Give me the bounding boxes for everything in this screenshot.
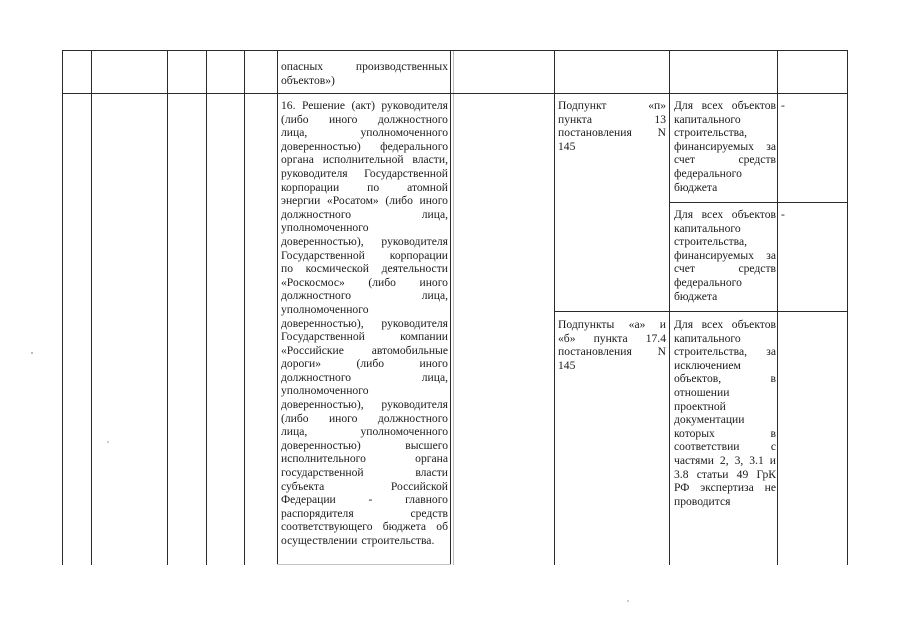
table-bottom-faint [277,564,451,565]
text-line [281,289,448,303]
word: 2, [719,453,729,467]
word: соответствующего [281,520,373,534]
word: счет [674,153,695,167]
text-line [281,507,448,521]
text-line [674,345,776,359]
table-column-divider [167,50,168,565]
word: за [766,345,776,359]
word: бюджета [382,520,427,534]
word: счет [674,262,695,276]
word: и [659,318,666,331]
word: доверенностью), [281,398,364,412]
word: 3.8 [674,467,689,481]
text-line [281,262,448,276]
text-line [674,495,776,509]
text-line [558,345,666,359]
word: 17.4 [645,331,666,345]
word: (акт) [351,99,375,112]
text-line [281,520,448,534]
text-line [674,235,776,249]
text-line [674,126,776,140]
word: всех [701,99,724,112]
word: строительства, [674,345,748,359]
text-line [281,140,448,154]
word: опасных [281,60,324,73]
word: «Роскосмос» [281,275,345,289]
last-column-value-2: - [781,208,785,221]
word: - [368,493,373,507]
word: по [367,180,380,194]
word: бюджета [674,180,718,194]
word: «б» [558,331,576,345]
top-row-document-cell [281,60,448,87]
text-line [674,222,776,236]
word: власти [415,466,448,480]
row-divider-scope [669,202,848,203]
word: средств [738,153,776,167]
text-line [281,439,448,453]
word: строительства. [361,534,435,547]
word: доверенностью) [281,438,361,452]
text-line [674,249,776,263]
text-line [281,534,448,548]
word: «а» [628,318,646,331]
text-line [674,99,776,113]
text-line [281,235,448,249]
word: РФ [674,481,690,495]
word: уполномоченного [360,126,448,140]
word: лица, [421,207,448,221]
text-line [674,113,776,127]
text-line [281,74,448,88]
word: должностного [281,370,352,384]
scope-cell-2 [674,208,776,303]
table-border-top [62,50,848,51]
word: корпорации [389,248,448,262]
text-line [281,126,448,140]
table-column-divider [450,50,451,565]
scan-speck [627,600,629,602]
text-line [674,359,776,373]
text-line [674,153,776,167]
table-column-divider [206,50,207,565]
text-line [281,317,448,331]
text-line [674,140,776,154]
text-line [674,413,776,427]
word: должностного [377,411,448,425]
text-line [558,359,666,373]
word: доверенностью), [281,316,364,330]
table-column-divider [669,50,670,565]
word: «п» [648,99,666,112]
word: Для [674,318,694,331]
text-line [281,113,448,127]
word: государственной [281,466,364,480]
word: «Росатом» [326,194,379,208]
table-column-divider [554,50,555,565]
text-line [558,332,666,346]
word: должностного [281,289,352,303]
word: объектов, [674,372,722,386]
word: за [766,248,776,262]
word: (либо [281,411,309,425]
text-line [674,276,776,290]
document-name-cell [281,99,448,548]
word: капитального [674,112,741,126]
text-line [281,181,448,195]
table-column-divider-faint [453,50,454,565]
row-divider-basis [554,311,848,312]
word: лица, [281,425,308,439]
word: высшего [405,438,448,452]
word: руководителя [381,99,448,112]
word: Государственной [281,248,365,262]
word: лица, [421,370,448,384]
text-line [674,290,776,304]
word: руководителя [281,166,348,180]
word: иного [419,357,448,371]
word: Государственной [281,330,365,344]
word: соответствии [674,440,740,454]
word: Для [674,99,694,112]
text-line [674,440,776,454]
word: автомобильные [371,343,448,357]
word: исполнительной [322,153,404,167]
text-line [674,454,776,468]
word: корпорации [281,180,340,194]
word: Для [674,208,694,221]
text-line [281,344,448,358]
word: должностного [281,207,352,221]
text-line [281,493,448,507]
word: 13 [654,112,666,126]
word: Подпункт [558,99,607,112]
text-line [281,303,448,317]
word: постановления [558,126,632,140]
word: Федерации [281,493,336,507]
word: об [436,520,448,534]
text-line [674,318,776,332]
legal-basis-cell-1 [558,99,666,153]
word: Государственной [364,166,448,180]
text-line [558,318,666,332]
word: производственных [355,60,448,73]
text-line [281,60,448,74]
word: объектов [731,99,776,112]
text-line [674,262,776,276]
word: пункта [558,112,593,126]
word: средств [410,506,448,520]
word: бюджета [674,289,718,303]
word: (либо [356,357,385,371]
word: капитального [674,331,741,345]
word: финансируемых [674,248,754,262]
word: компании [400,330,448,344]
word: статьи [696,467,729,481]
word: по [281,262,294,276]
word: документации [674,413,745,427]
word: (либо [368,275,396,289]
word: космической [305,262,369,276]
text-line [674,332,776,346]
text-line [281,398,448,412]
word: федерального [674,275,742,289]
scan-speck [107,441,109,443]
word: исключением [674,358,741,372]
word: с [770,440,776,454]
text-line [281,425,448,439]
text-line [281,384,448,398]
word: 3.1 [749,453,764,467]
word: исполнительного [281,452,366,466]
legal-basis-cell-2 [558,318,666,372]
word: финансируемых [674,139,754,153]
text-line [674,386,776,400]
word: уполномоченного [281,384,369,398]
word: за [766,139,776,153]
word: руководителя [381,316,448,330]
word: органа [415,452,448,466]
text-line [281,480,448,494]
word: главного [405,493,448,507]
row-divider [62,93,848,94]
text-line [674,372,776,386]
word: 145 [558,139,576,153]
word: проектной [674,399,726,413]
text-line [558,113,666,127]
text-line [558,99,666,113]
text-line [281,276,448,290]
text-line [281,221,448,235]
word: уполномоченного [360,425,448,439]
word: федерального [674,166,742,180]
word: уполномоченного [281,302,369,316]
word: частями [674,453,714,467]
word: доверенностью), [281,234,364,248]
table-column-divider [244,50,245,565]
word: постановления [558,345,632,359]
text-line [674,167,776,181]
word: строительства, [674,126,748,140]
table-border-right [847,50,848,565]
word: федерального [380,139,448,153]
word: Российской [390,479,448,493]
word: пункта [593,331,628,345]
word: в [770,426,776,440]
text-line [281,167,448,181]
text-line [281,357,448,371]
table-column-divider [91,50,92,565]
word: Подпункты [558,318,615,331]
word: деятельности [381,262,448,276]
word: всех [701,318,724,331]
scan-speck [31,352,33,354]
text-line [674,468,776,482]
text-line [281,194,448,208]
table-column-divider [777,50,778,565]
word: власти, [412,153,448,167]
word: уполномоченного [281,221,369,235]
word: «Российские [281,343,344,357]
text-line [674,481,776,495]
word: отношении [674,385,730,399]
word: N [657,345,666,359]
word: всех [701,208,724,221]
text-line [281,452,448,466]
scope-cell-1 [674,99,776,194]
word: N [657,126,666,140]
word: руководителя [381,234,448,248]
word: (либо [385,194,413,208]
word: осуществлении [281,534,358,547]
word: объектов») [281,73,335,87]
text-line [281,466,448,480]
word: не [764,481,776,495]
word: атомной [407,180,448,194]
word: в [770,372,776,386]
text-line [281,153,448,167]
word: 16. [281,99,296,112]
word: должностного [377,112,448,126]
table-border-left [62,50,63,565]
word: энергии [281,194,321,208]
word: экспертиза [700,481,754,495]
word: иного [328,112,358,126]
table-column-divider [277,50,278,565]
word: иного [419,194,448,208]
text-line [281,99,448,113]
word: проводится [674,494,731,508]
text-line [674,400,776,414]
word: (либо [281,112,309,126]
word: средств [738,262,776,276]
word: объектов [731,318,776,331]
text-line [674,181,776,195]
word: строительства, [674,235,748,249]
text-line [281,330,448,344]
word: распорядителя [281,506,354,520]
word: 145 [558,358,576,372]
word: руководителя [381,398,448,412]
word: объектов [731,208,776,221]
word: и [769,453,776,467]
text-line [281,249,448,263]
word: которых [674,426,715,440]
text-line [558,126,666,140]
text-line [281,412,448,426]
word: иного [419,275,448,289]
text-line [674,427,776,441]
word: органа [281,153,314,167]
text-line [558,140,666,154]
word: ГрК [756,467,776,481]
word: дороги» [281,357,322,371]
word: лица, [281,126,308,140]
word: капитального [674,221,741,235]
word: 3, [734,453,744,467]
text-line [281,371,448,385]
word: лица, [421,289,448,303]
word: Решение [301,99,346,112]
word: доверенностью) [281,139,361,153]
word: 49 [736,467,749,481]
text-line [674,208,776,222]
word: субъекта [281,479,325,493]
text-line [281,208,448,222]
scope-cell-3 [674,318,776,508]
word: иного [328,411,358,425]
last-column-value-1: - [781,99,785,112]
